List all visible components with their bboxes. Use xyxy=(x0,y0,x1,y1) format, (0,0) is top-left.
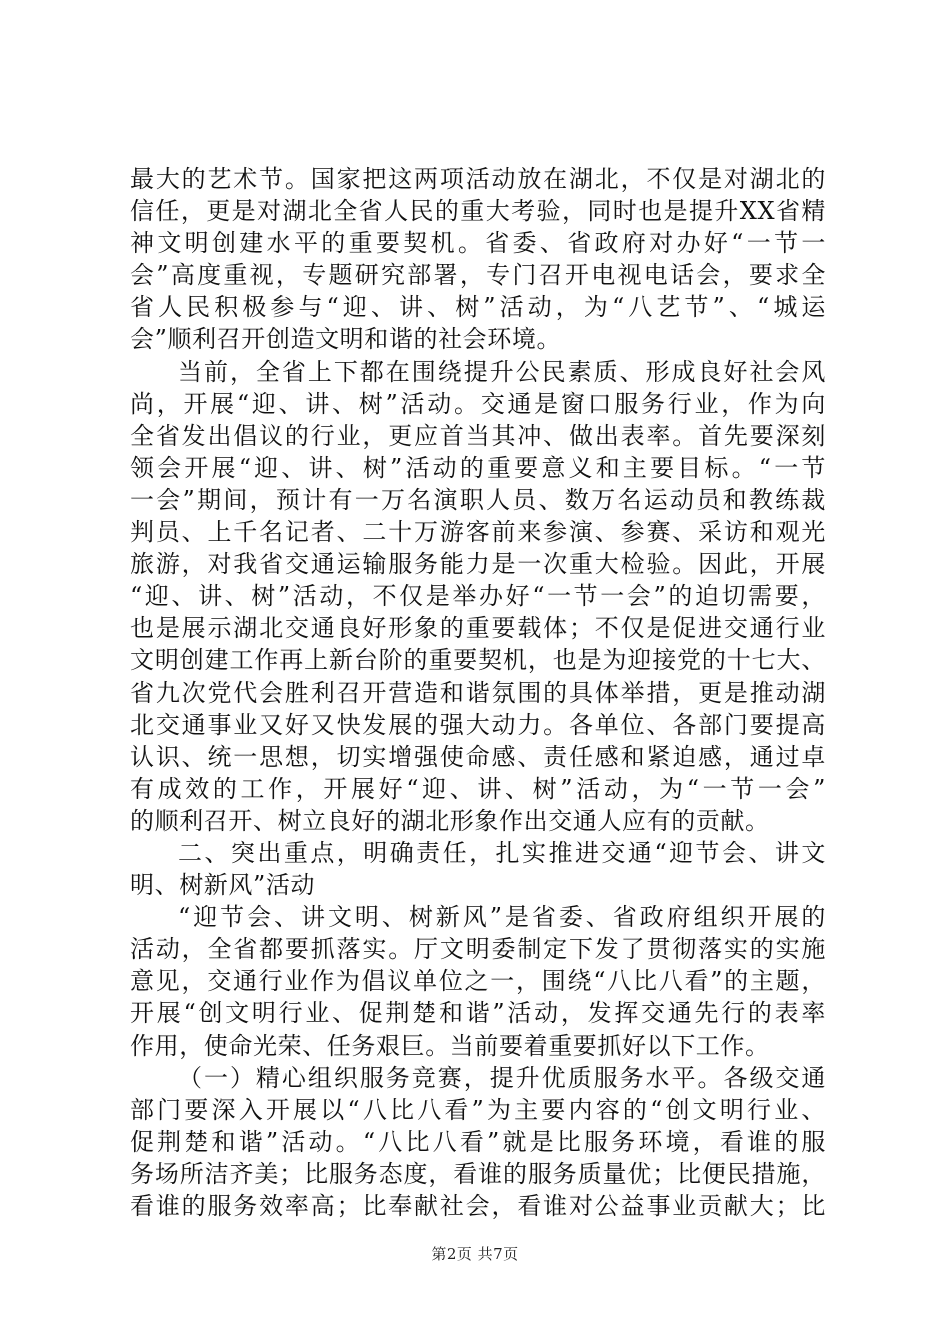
page-footer: 第2页 共7页 xyxy=(431,1245,519,1263)
text-line: 的顺利召开、树立良好的湖北形象作出交通人应有的贡献。 xyxy=(130,806,770,835)
text-line: 北交通事业又好又快发展的强大动力。各单位、各部门要提高 xyxy=(130,710,826,739)
text-line: 判员、上千名记者、二十万游客前来参演、参赛、采访和观光 xyxy=(130,518,826,547)
text-line: 领会开展“迎、讲、树”活动的重要意义和主要目标。“一节 xyxy=(130,453,826,482)
text-line: 尚，开展“迎、讲、树”活动。交通是窗口服务行业，作为向 xyxy=(130,389,826,418)
text-line: 明、树新风”活动 xyxy=(130,871,316,900)
paragraph xyxy=(130,837,826,901)
text-line: 二、突出重点，明确责任，扎实推进交通“迎节会、讲文 xyxy=(178,838,826,867)
paragraph xyxy=(130,163,826,356)
text-line: 部门要深入开展以“八比八看”为主要内容的“创文明行业、 xyxy=(130,1095,826,1124)
paragraph xyxy=(130,901,826,1061)
text-line: 作用，使命光荣、任务艰巨。当前要着重要抓好以下工作。 xyxy=(130,1031,770,1060)
text-line: 看谁的服务效率高；比奉献社会，看谁对公益事业贡献大；比 xyxy=(130,1192,826,1220)
text-line: 有成效的工作，开展好“迎、讲、树”活动，为“一节一会” xyxy=(130,774,826,803)
text-line: 一会”期间，预计有一万名演职人员、数万名运动员和教练裁 xyxy=(130,485,826,514)
text-line: 神文明创建水平的重要契机。省委、省政府对办好“一节一 xyxy=(130,229,826,258)
text-line: 会”高度重视，专题研究部署，专门召开电视电话会，要求全 xyxy=(130,261,826,290)
text-line: 活动，全省都要抓落实。厅文明委制定下发了贯彻落实的实施 xyxy=(130,935,826,964)
text-line: 意见，交通行业作为倡议单位之一，围绕“八比八看”的主题， xyxy=(130,967,826,996)
text-line: 会”顺利召开创造文明和谐的社会环境。 xyxy=(130,325,562,354)
text-line: 最大的艺术节。国家把这两项活动放在湖北，不仅是对湖北的 xyxy=(130,165,826,193)
text-line: 认识、统一思想，切实增强使命感、责任感和紧迫感，通过卓 xyxy=(130,742,826,771)
text-line: 全省发出倡议的行业，更应首当其冲、做出表率。首先要深刻 xyxy=(130,421,826,450)
paragraph xyxy=(130,356,826,837)
text-line: 省人民积极参与“迎、讲、树”活动，为“八艺节”、“城运 xyxy=(130,293,826,322)
text-line: 促荆楚和谐”活动。“八比八看”就是比服务环境，看谁的服 xyxy=(130,1127,826,1156)
text-line: 开展“创文明行业、促荆楚和谐”活动，发挥交通先行的表率 xyxy=(130,999,826,1028)
text-line: 务场所洁齐美；比服务态度，看谁的服务质量优；比便民措施， xyxy=(130,1159,826,1188)
text-line: 省九次党代会胜利召开营造和谐氛围的具体举措，更是推动湖 xyxy=(130,678,826,707)
text-line: 旅游，对我省交通运输服务能力是一次重大检验。因此，开展 xyxy=(130,550,826,579)
text-line: （一）精心组织服务竞赛，提升优质服务水平。各级交通 xyxy=(178,1063,826,1092)
text-line: 信任，更是对湖北全省人民的重大考验，同时也是提升XX省精 xyxy=(130,197,826,226)
text-line: 文明创建工作再上新台阶的重要契机，也是为迎接党的十七大、 xyxy=(130,646,826,675)
text-line: 也是展示湖北交通良好形象的重要载体；不仅是促进交通行业 xyxy=(130,614,826,643)
text-line: “迎节会、讲文明、树新风”是省委、省政府组织开展的 xyxy=(178,903,826,932)
paragraph xyxy=(130,1062,826,1222)
text-line: “迎、讲、树”活动，不仅是举办好“一节一会”的迫切需要， xyxy=(130,582,826,611)
document-body xyxy=(130,163,826,1222)
text-line: 当前，全省上下都在围绕提升公民素质、形成良好社会风 xyxy=(178,357,826,386)
